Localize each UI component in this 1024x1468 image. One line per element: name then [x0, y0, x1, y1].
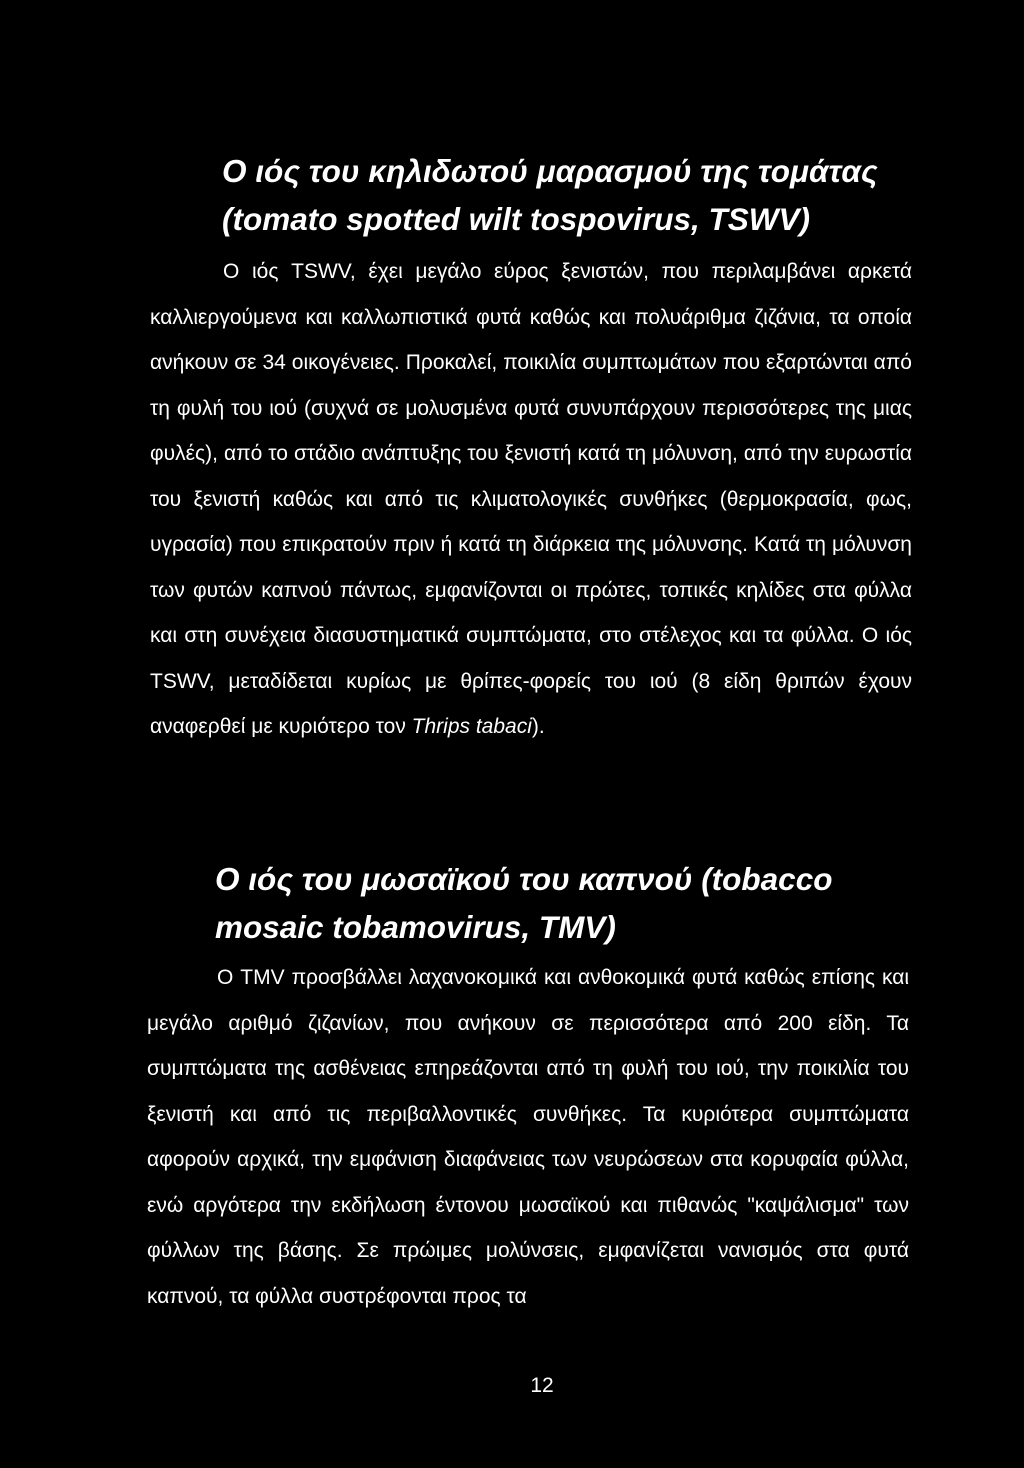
section-paragraph-tswv	[150, 249, 912, 750]
paragraph-text-end: ).	[531, 715, 545, 738]
paragraph-text: Ο ιός TSWV, έχει μεγάλο εύρος ξενιστών, που περιλαμβάνει αρκετά καλλιεργούμενα και καλλωπιστικά φυτά καθώς και πολυάριθμα ζιζάνια, τα οποία ανήκουν σε 34 οικογένειες. Προκαλεί, ποικιλία συμπτωμάτων που εξαρτώνται από τη φυλή του ιού (συχνά σε μολυσμένα φυτά συνυπάρχουν περισσότερες της μιας φυλές), από το στάδιο ανάπτυξης του ξενιστή κατά τη μόλυνση, από την ευρωστία του ξενιστή καθώς και από τις κλιματολογικές συνθήκες (θερμοκρασία, φως, υγρασία) που επικρατούν πριν ή κατά τη διάρκεια της μόλυνσης. Κατά τη μόλυνση των φυτών καπνού πάντως, εμφανίζονται οι πρώτες, τοπικές κηλίδες στα φύλλα και στη συνέχεια διασυστηματικά συμπτώματα, στο στέλεχος και τα φύλλα. Ο ιός TSWV, μεταδίδεται κυρίως με θρίπες-φορείς του ιού (8 είδη θριπών έχουν αναφερθεί με κυριότερο τον	[150, 260, 912, 738]
section-paragraph-tmv: Ο TMV προσβάλλει λαχανοκομικά και ανθοκομικά φυτά καθώς επίσης και μεγάλο αριθμό ζιζανίων, που ανήκουν σε περισσότερα από 200 είδη. Τα συμπτώματα της ασθένειας επηρεάζονται από τη φυλή του ιού, την ποικιλία του ξενιστή και από τις περιβαλλοντικές συνθήκες. Τα κυριότερα συμπτώματα αφορούν αρχικά, την εμφάνιση διαφάνειας των νευρώσεων στα κορυφαία φύλλα, ενώ αργότερα την εκδήλωση έντονου μωσαϊκού και πιθανώς "καψάλισμα" των φύλλων της βάσης. Σε πρώιμες μολύνσεις, εμφανίζεται νανισμός στα φυτά καπνού, τα φύλλα συστρέφονται προς τα	[147, 966, 909, 1308]
section-heading-tmv: Ο ιός του μωσαϊκού του καπνού (tobacco mosaic tobamovirus, TMV)	[215, 861, 833, 945]
species-name: Thrips tabaci	[411, 715, 532, 738]
section-heading-tswv: Ο ιός του κηλιδωτού μαρασμού της τομάτας (tomato spotted wilt tospovirus, TSWV)	[222, 153, 878, 237]
page-number: 12	[530, 1374, 554, 1397]
